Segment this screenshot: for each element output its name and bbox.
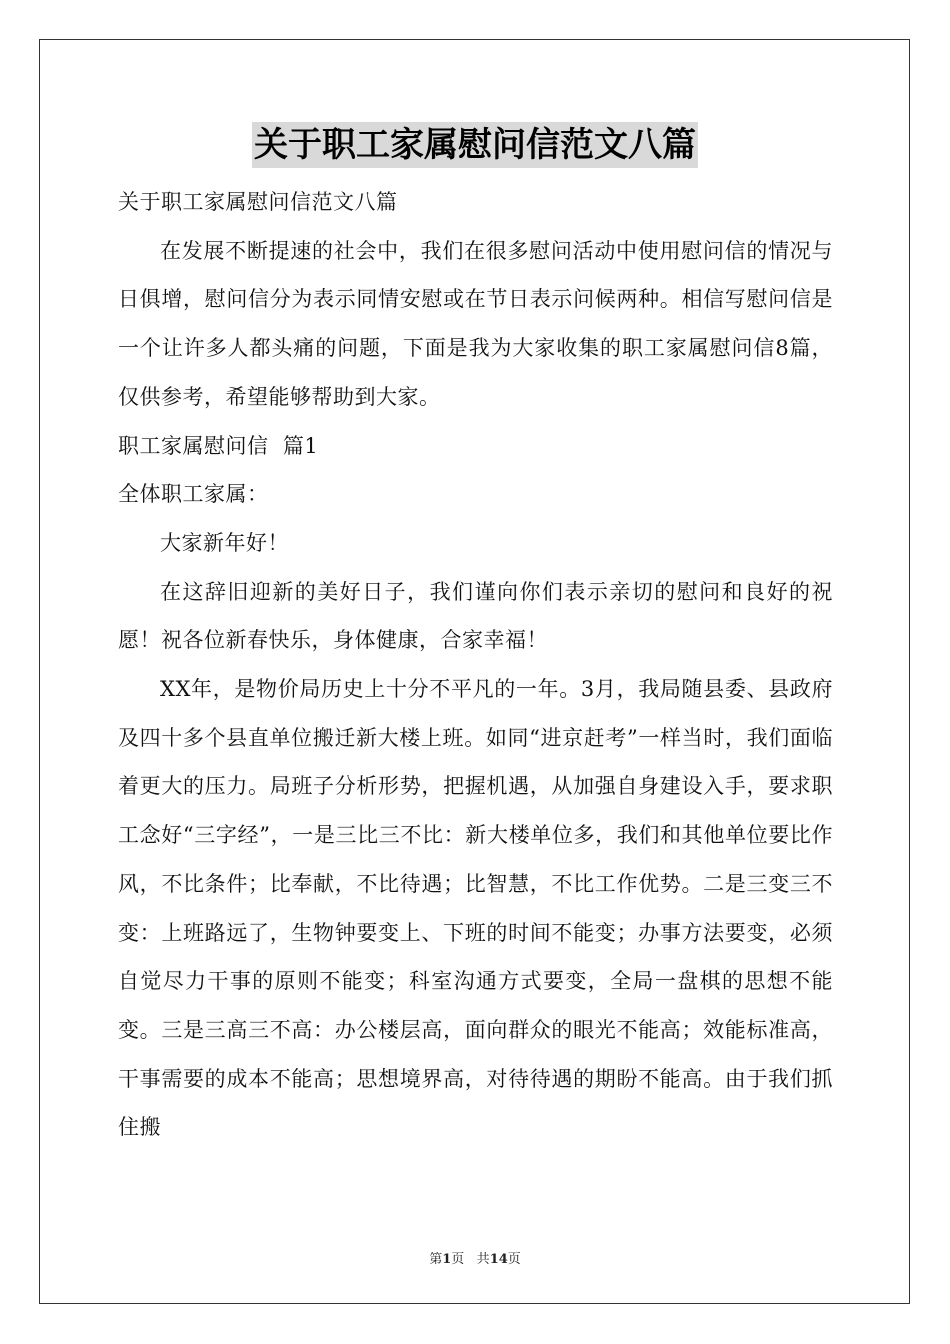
section-heading: 职工家属慰问信 篇1	[118, 433, 319, 458]
paragraph: XX年，是物价局历史上十分不平凡的一年。3月，我局随县委、县政府及四十多个县直单位搬迁新大楼上班。如同“进京赶考”一样当时，我们面临着更大的压力。局班子分析形势，把握机遇，从加强自身建设入手，要求职工念好“三字经”，一是三比三不比：新大楼单位多，我们和其他单位要比作风，不比条件；比奉献，不比待遇；比智慧，不比工作优势。二是三变三不变：上班路远了，生物钟要变上、下班的时间不能变；办事方法要变，必须自觉尽力干事的原则不能变；科室沟通方式要变，全局一盘棋的思想不能变。三是三高三不高：办公楼层高，面向群众的眼光不能高；效能标准高，干事需要的成本不能高；思想境界高，对待待遇的期盼不能高。由于我们抓住搬	[118, 677, 833, 1140]
paragraph: 在这辞旧迎新的美好日子，我们谨向你们表示亲切的慰问和良好的祝愿！祝各位新春快乐，身体健康，合家幸福！	[118, 579, 833, 653]
footer-total-prefix: 共	[476, 1252, 490, 1267]
title-container	[0, 122, 950, 168]
page-footer	[0, 1248, 950, 1267]
footer-total-pages: 14	[489, 1252, 508, 1267]
paragraph: 关于职工家属慰问信范文八篇	[118, 190, 398, 214]
footer-page-suffix: 页	[451, 1252, 465, 1267]
footer-page-prefix: 第	[429, 1252, 443, 1267]
salutation: 全体职工家属：	[118, 482, 269, 507]
greeting: 大家新年好！	[160, 530, 289, 555]
footer-total-suffix: 页	[507, 1252, 521, 1267]
document-title: 关于职工家属慰问信范文八篇	[252, 122, 698, 168]
footer-page-number: 1	[442, 1252, 452, 1267]
document-body	[118, 178, 833, 1152]
paragraph: 在发展不断提速的社会中，我们在很多慰问活动中使用慰问信的情况与日俱增，慰问信分为表示同情安慰或在节日表示问候两种。相信写慰问信是一个让许多人都头痛的问题，下面是我为大家收集的职工家属慰问信8篇，仅供参考，希望能够帮助到大家。	[118, 238, 833, 409]
